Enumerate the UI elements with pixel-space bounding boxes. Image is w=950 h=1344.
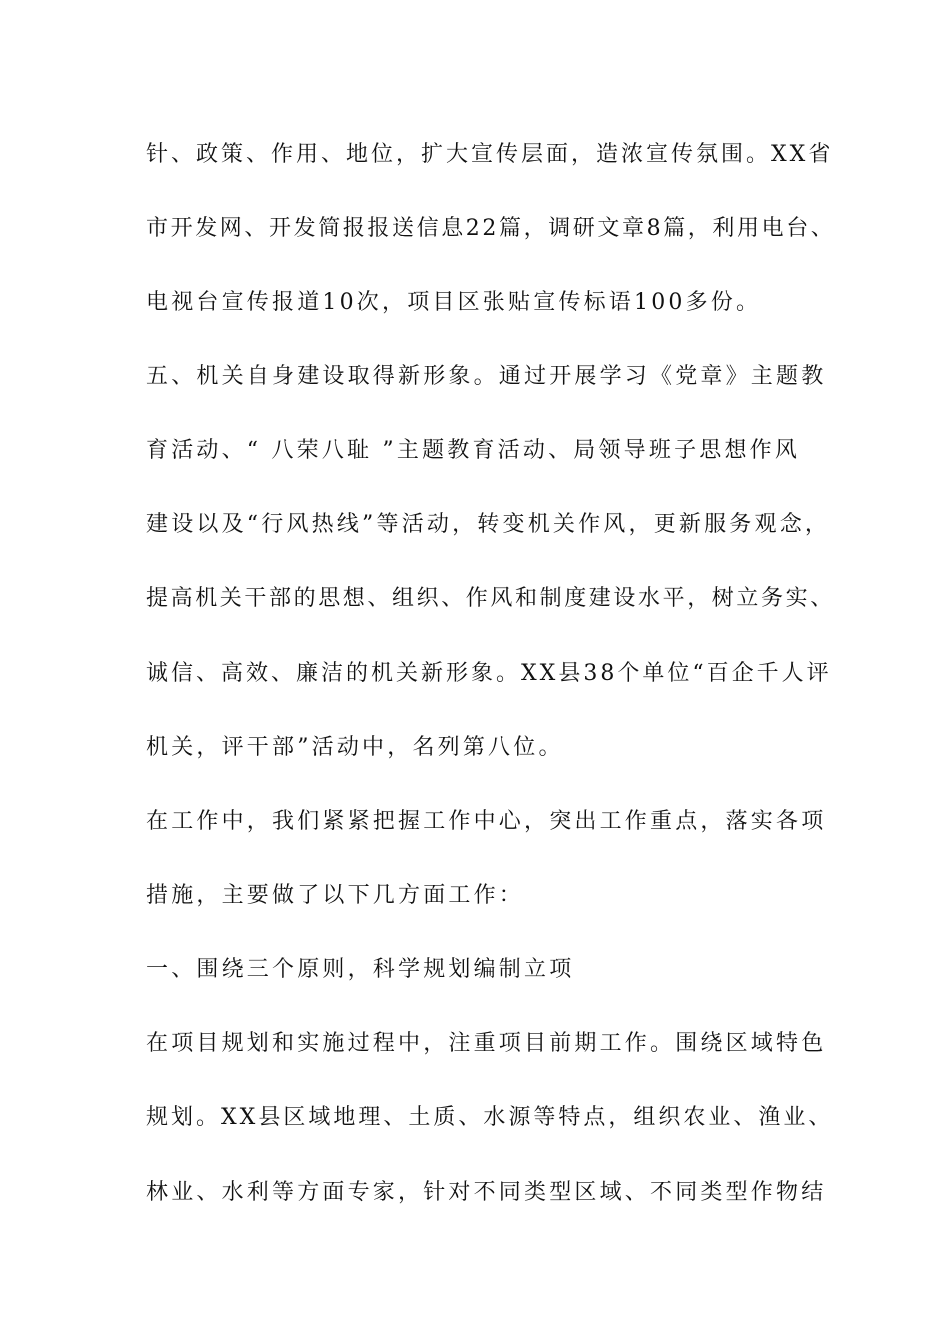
- section-heading: 一、围绕三个原则，科学规划编制立项: [146, 957, 575, 982]
- text-line: 林业、水利等方面专家，针对不同类型区域、不同类型作物结: [146, 1180, 827, 1205]
- text-line: 五、机关自身建设取得新形象。通过开展学习《党章》主题教: [146, 364, 827, 389]
- text-line: 提高机关干部的思想、组织、作风和制度建设水平，树立务实、: [146, 586, 835, 611]
- text-line: 育活动、“ 八荣八耻 ”主题教育活动、局领导班子思想作风: [146, 438, 801, 463]
- text-line: 措施，主要做了以下几方面工作：: [146, 883, 525, 908]
- text-line: 电视台宣传报道10次，项目区张贴宣传标语100多份。: [146, 290, 762, 315]
- text-line: 针、政策、作用、地位，扩大宣传层面，造浓宣传氛围。XX省: [146, 142, 834, 167]
- text-line: 建设以及“行风热线”等活动，转变机关作风，更新服务观念，: [146, 512, 831, 537]
- text-line: 规划。XX县区域地理、土质、水源等特点，组织农业、渔业、: [146, 1105, 834, 1130]
- text-line: 机关，评干部”活动中，名列第八位。: [146, 735, 564, 760]
- text-line: 在工作中，我们紧紧把握工作中心，突出工作重点，落实各项: [146, 809, 827, 834]
- text-line: 在项目规划和实施过程中，注重项目前期工作。围绕区域特色: [146, 1031, 827, 1056]
- text-line: 诚信、高效、廉洁的机关新形象。XX县38个单位“百企千人评: [146, 661, 832, 686]
- text-line: 市开发网、开发简报报送信息22篇，调研文章8篇，利用电台、: [146, 216, 836, 241]
